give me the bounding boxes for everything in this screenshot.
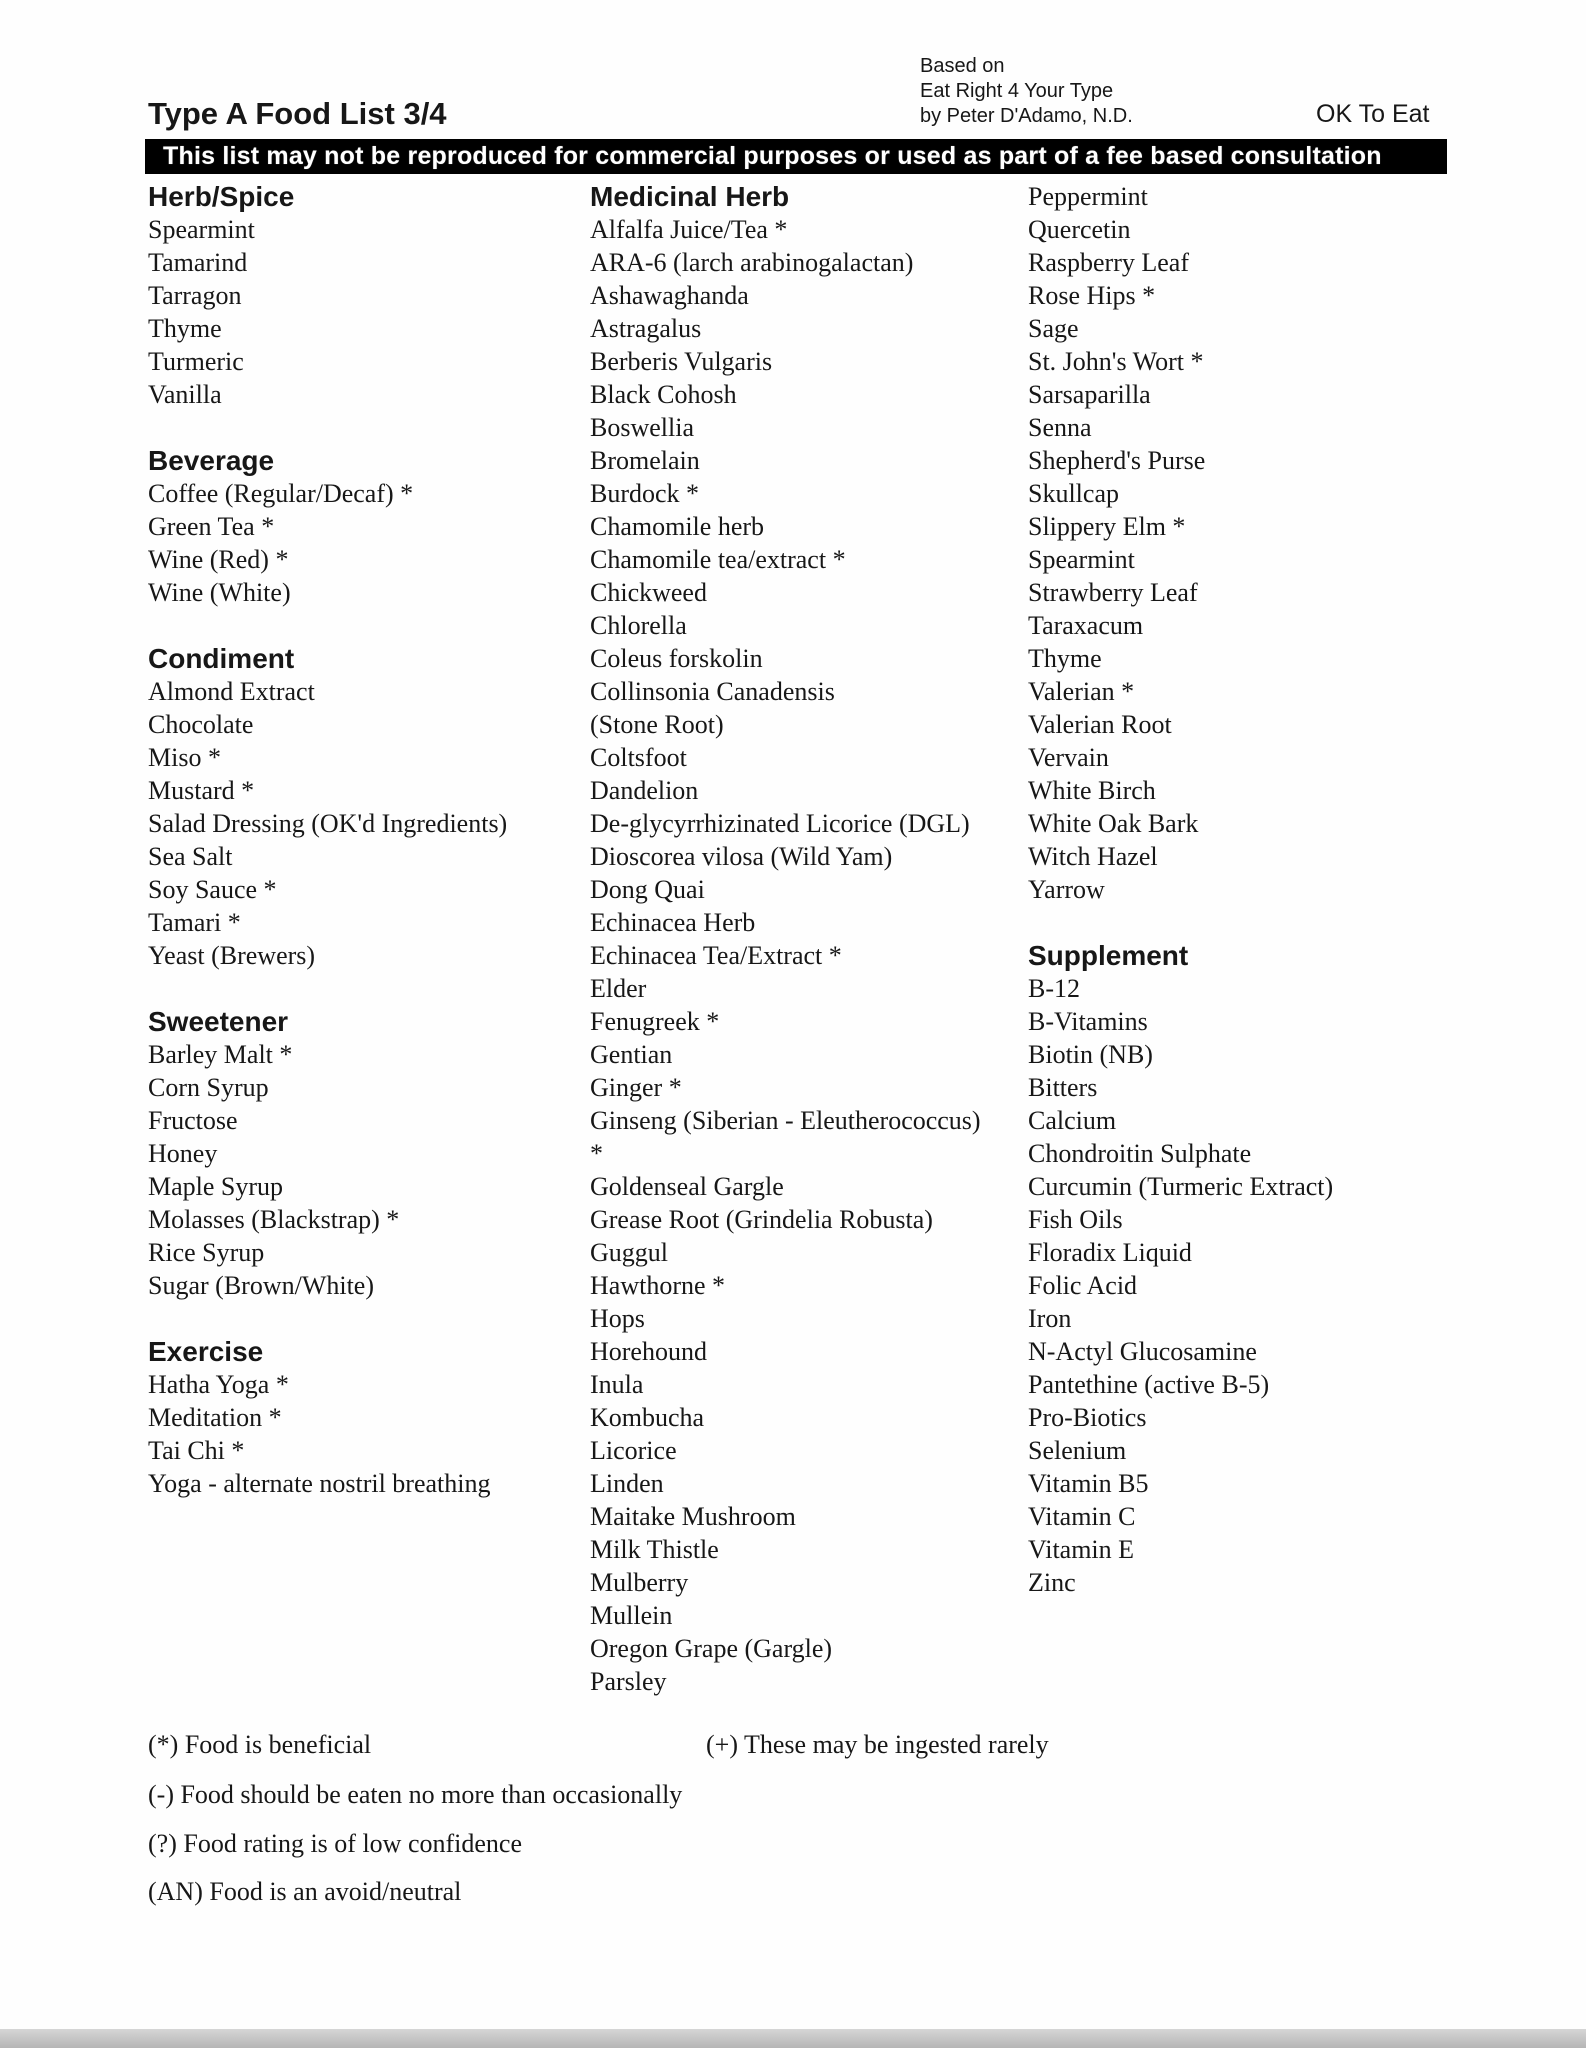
list-item: Biotin (NB)	[1028, 1040, 1153, 1069]
list-item: Tarragon	[148, 281, 242, 310]
list-item: Yoga - alternate nostril breathing	[148, 1469, 491, 1498]
list-item: Chlorella	[590, 611, 687, 640]
list-item: Pro-Biotics	[1028, 1403, 1147, 1432]
list-item: White Birch	[1028, 776, 1156, 805]
list-item: Spearmint	[1028, 545, 1135, 574]
list-item: Linden	[590, 1469, 664, 1498]
section-heading: Exercise	[148, 1336, 264, 1367]
list-item: Horehound	[590, 1337, 707, 1366]
food-section	[148, 444, 507, 609]
list-item: Chickweed	[590, 578, 707, 607]
list-item: Iron	[1028, 1304, 1072, 1333]
list-item: Milk Thistle	[590, 1535, 719, 1564]
list-item: Skullcap	[1028, 479, 1119, 508]
list-item: Parsley	[590, 1667, 667, 1696]
list-item: De-glycyrrhizinated Licorice (DGL)	[590, 809, 970, 838]
list-item: Kombucha	[590, 1403, 705, 1432]
list-item: Salad Dressing (OK'd Ingredients)	[148, 809, 508, 838]
list-item: Black Cohosh	[590, 380, 737, 409]
list-item: Goldenseal Gargle	[590, 1172, 784, 1201]
list-item: Fish Oils	[1028, 1205, 1123, 1234]
list-item: Raspberry Leaf	[1028, 248, 1189, 277]
list-item: Honey	[148, 1139, 218, 1168]
list-item: Strawberry Leaf	[1028, 578, 1198, 607]
list-item: Coleus forskolin	[590, 644, 763, 673]
list-item: Selenium	[1028, 1436, 1127, 1465]
list-item: Meditation *	[148, 1403, 282, 1432]
list-item: Collinsonia Canadensis	[590, 677, 835, 706]
attribution-line-2: Eat Right 4 Your Type	[920, 80, 1114, 102]
list-item: Grease Root (Grindelia Robusta)	[590, 1205, 933, 1234]
list-item: Fenugreek *	[590, 1007, 720, 1036]
list-item: Licorice	[590, 1436, 677, 1465]
list-item: Maple Syrup	[148, 1172, 284, 1201]
list-item: Chondroitin Sulphate	[1028, 1139, 1252, 1168]
list-item: Oregon Grape (Gargle)	[590, 1634, 833, 1663]
list-item: Folic Acid	[1028, 1271, 1138, 1300]
list-item: Taraxacum	[1028, 611, 1144, 640]
list-item: Barley Malt *	[148, 1040, 293, 1069]
section-heading: Condiment	[148, 643, 295, 674]
list-item: Rice Syrup	[148, 1238, 265, 1267]
section-heading: Sweetener	[148, 1006, 289, 1037]
food-section	[590, 180, 981, 1698]
list-item: Vitamin C	[1028, 1502, 1136, 1531]
list-item: Corn Syrup	[148, 1073, 269, 1102]
food-list-column-1	[148, 180, 507, 1500]
list-item: Valerian *	[1028, 677, 1135, 706]
list-item: Thyme	[148, 314, 222, 343]
food-section	[148, 1335, 507, 1500]
list-item: Fructose	[148, 1106, 238, 1135]
list-item: Boswellia	[590, 413, 694, 442]
food-section	[148, 1005, 507, 1302]
list-item: Coltsfoot	[590, 743, 687, 772]
copyright-notice-bar	[145, 139, 1447, 174]
list-item: Sarsaparilla	[1028, 380, 1151, 409]
list-item: *	[590, 1139, 603, 1168]
list-item: Guggul	[590, 1238, 668, 1267]
food-section	[1028, 939, 1333, 1599]
footnote-beneficial: (*) Food is beneficial	[148, 1730, 372, 1759]
list-item: Vitamin E	[1028, 1535, 1135, 1564]
food-list-column-3	[1028, 180, 1333, 1599]
list-item: Hops	[590, 1304, 645, 1333]
list-item: Hawthorne *	[590, 1271, 726, 1300]
footnote-avoid-neutral: (AN) Food is an avoid/neutral	[148, 1877, 462, 1906]
list-item: Valerian Root	[1028, 710, 1172, 739]
list-item: Calcium	[1028, 1106, 1117, 1135]
list-item: Sea Salt	[148, 842, 233, 871]
list-item: Senna	[1028, 413, 1092, 442]
list-item: Ginseng (Siberian - Eleutherococcus)	[590, 1106, 981, 1135]
scan-edge-artifact	[0, 2029, 1586, 2048]
list-item: Pantethine (active B-5)	[1028, 1370, 1270, 1399]
list-item: Rose Hips *	[1028, 281, 1156, 310]
list-item: Burdock *	[590, 479, 700, 508]
footnote-low-confidence: (?) Food rating is of low confidence	[148, 1829, 523, 1858]
list-item: Bromelain	[590, 446, 700, 475]
list-item: Echinacea Herb	[590, 908, 756, 937]
list-item: Wine (Red) *	[148, 545, 289, 574]
list-item: Dandelion	[590, 776, 699, 805]
list-item: Elder	[590, 974, 647, 1003]
list-item: B-Vitamins	[1028, 1007, 1148, 1036]
list-item: Tamari *	[148, 908, 241, 937]
list-item: Vanilla	[148, 380, 222, 409]
list-item: Vervain	[1028, 743, 1109, 772]
section-heading: Supplement	[1028, 940, 1189, 971]
section-heading: Herb/Spice	[148, 181, 295, 212]
list-item: Wine (White)	[148, 578, 291, 607]
attribution	[920, 54, 1133, 129]
list-item: Mustard *	[148, 776, 255, 805]
list-item: Shepherd's Purse	[1028, 446, 1206, 475]
attribution-line-3: by Peter D'Adamo, N.D.	[920, 105, 1133, 127]
list-item: Gentian	[590, 1040, 673, 1069]
list-item: Alfalfa Juice/Tea *	[590, 215, 788, 244]
food-section	[148, 180, 507, 411]
list-item: Spearmint	[148, 215, 255, 244]
list-item: Mulberry	[590, 1568, 689, 1597]
section-heading: Beverage	[148, 445, 275, 476]
list-item: Maitake Mushroom	[590, 1502, 796, 1531]
footnote-ingested-rarely: (+) These may be ingested rarely	[706, 1730, 1049, 1759]
list-item: B-12	[1028, 974, 1080, 1003]
list-item: Yarrow	[1028, 875, 1105, 904]
list-item: Berberis Vulgaris	[590, 347, 773, 376]
list-item: Tai Chi *	[148, 1436, 245, 1465]
list-item: N-Actyl Glucosamine	[1028, 1337, 1257, 1366]
list-item: Coffee (Regular/Decaf) *	[148, 479, 414, 508]
page-title: Type A Food List 3/4	[148, 96, 447, 131]
attribution-line-1: Based on	[920, 55, 1005, 77]
list-item: Sugar (Brown/White)	[148, 1271, 375, 1300]
list-item: Dioscorea vilosa (Wild Yam)	[590, 842, 893, 871]
list-item: Zinc	[1028, 1568, 1076, 1597]
list-item: Hatha Yoga *	[148, 1370, 289, 1399]
list-item: Echinacea Tea/Extract *	[590, 941, 842, 970]
list-item: ARA-6 (larch arabinogalactan)	[590, 248, 914, 277]
list-item: Curcumin (Turmeric Extract)	[1028, 1172, 1334, 1201]
list-item: White Oak Bark	[1028, 809, 1199, 838]
list-item: Slippery Elm *	[1028, 512, 1186, 541]
list-item: Floradix Liquid	[1028, 1238, 1192, 1267]
list-item: Molasses (Blackstrap) *	[148, 1205, 400, 1234]
list-item: Tamarind	[148, 248, 248, 277]
list-item: Ashawaghanda	[590, 281, 749, 310]
copyright-notice-text: This list may not be reproduced for commercial purposes or used as part of a fee based consultation	[163, 142, 1382, 170]
list-item: Thyme	[1028, 644, 1102, 673]
list-item: Vitamin B5	[1028, 1469, 1149, 1498]
list-item: Yeast (Brewers)	[148, 941, 316, 970]
ok-to-eat-label: OK To Eat	[1316, 100, 1430, 128]
footnote-occasionally: (-) Food should be eaten no more than occasionally	[148, 1780, 683, 1809]
food-section	[148, 642, 507, 972]
list-item: Astragalus	[590, 314, 702, 343]
list-item: Green Tea *	[148, 512, 275, 541]
list-item: Mullein	[590, 1601, 673, 1630]
list-item: Witch Hazel	[1028, 842, 1158, 871]
list-item: Dong Quai	[590, 875, 705, 904]
list-item: Peppermint	[1028, 182, 1148, 211]
list-item: Chocolate	[148, 710, 254, 739]
list-item: Bitters	[1028, 1073, 1098, 1102]
food-list-column-2	[590, 180, 981, 1698]
list-item: Sage	[1028, 314, 1079, 343]
list-item: Almond Extract	[148, 677, 315, 706]
list-item: Quercetin	[1028, 215, 1131, 244]
list-item: Ginger *	[590, 1073, 682, 1102]
list-item: Inula	[590, 1370, 644, 1399]
list-item: Chamomile herb	[590, 512, 765, 541]
list-item: Chamomile tea/extract *	[590, 545, 846, 574]
food-section	[1028, 180, 1333, 906]
list-item: St. John's Wort *	[1028, 347, 1204, 376]
list-item: Turmeric	[148, 347, 244, 376]
list-item: Soy Sauce *	[148, 875, 277, 904]
list-item: Miso *	[148, 743, 221, 772]
section-heading: Medicinal Herb	[590, 181, 790, 212]
list-item: (Stone Root)	[590, 710, 724, 739]
